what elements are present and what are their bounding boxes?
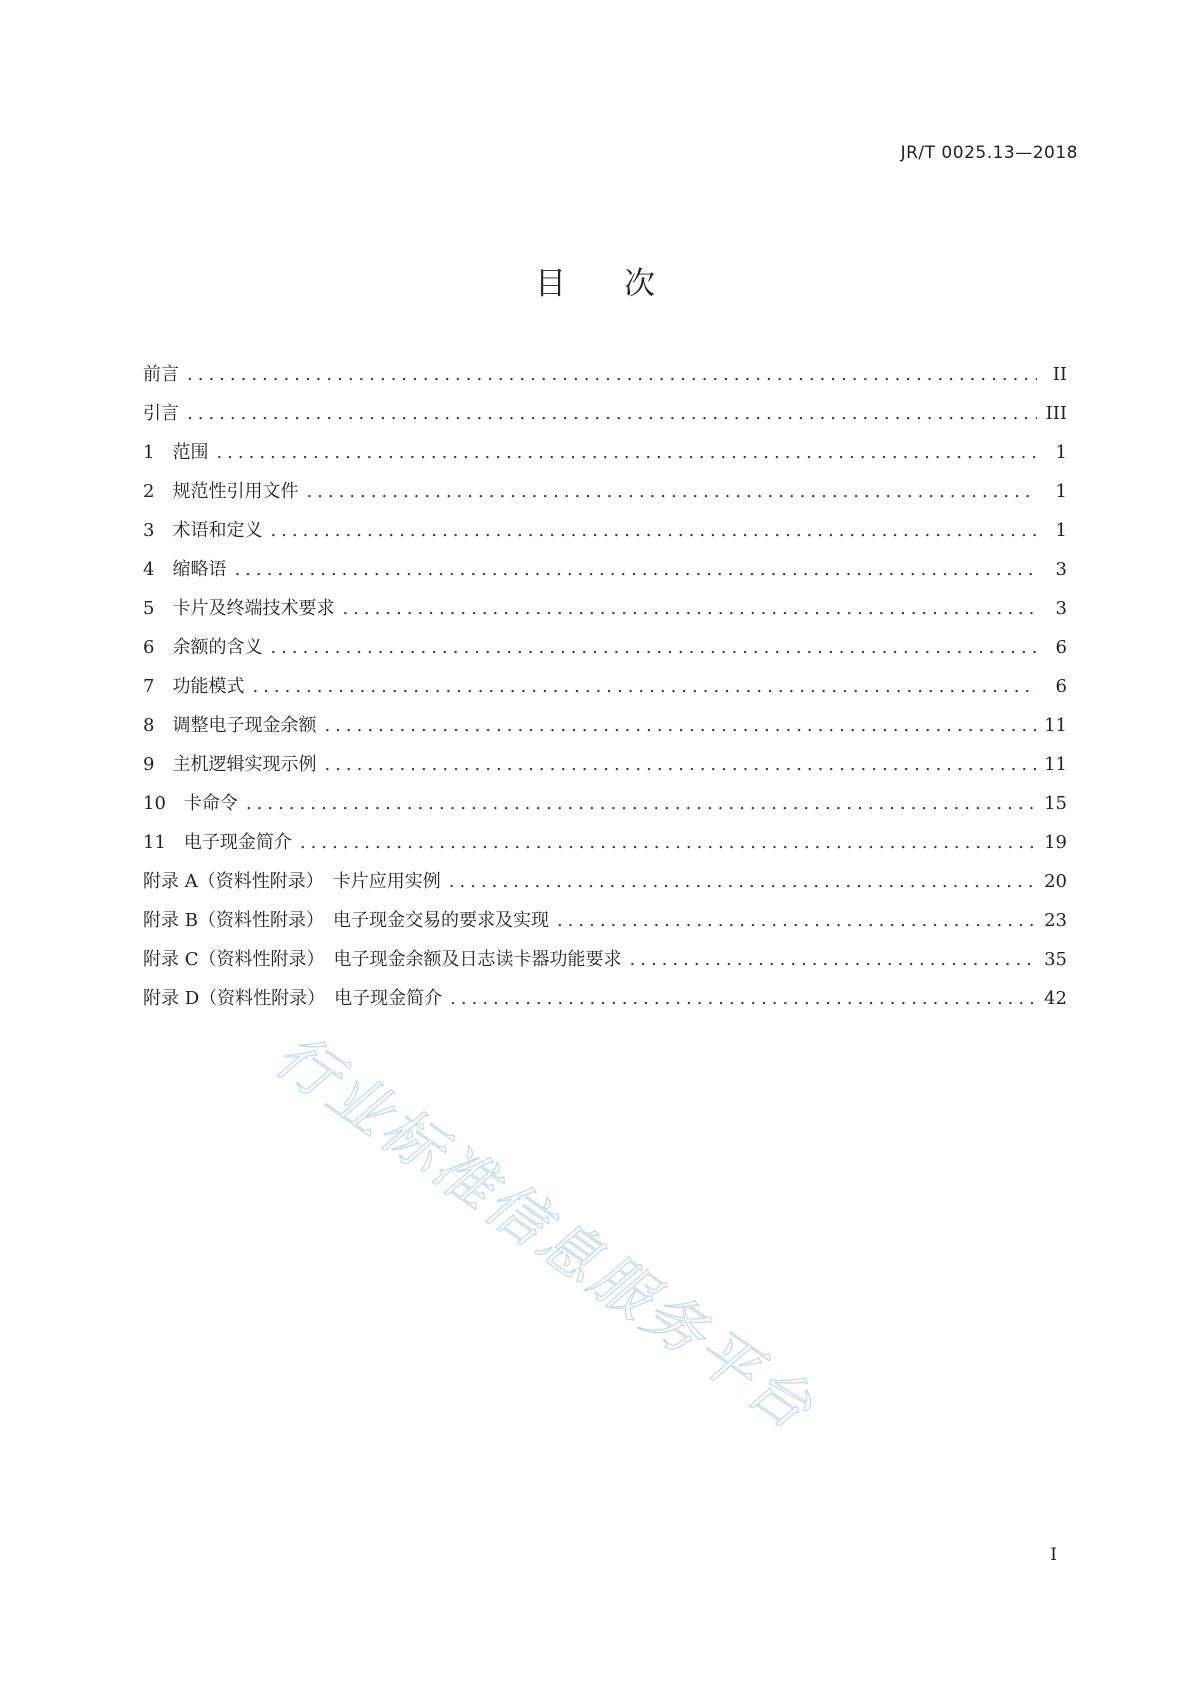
toc-entry-label: 2 规范性引用文件 xyxy=(143,481,299,502)
toc-entry-label: 附录 B（资料性附录） 电子现金交易的要求及实现 xyxy=(143,910,549,931)
toc-entry-label: 附录 A（资料性附录） 卡片应用实例 xyxy=(143,871,441,892)
watermark: 行业标准信息服务平台 xyxy=(262,1020,827,1446)
toc-entry-page: 19 xyxy=(1044,832,1067,853)
toc-entry-page: 3 xyxy=(1055,598,1067,619)
dot-leader xyxy=(324,706,1036,745)
toc-entry-normative-references[interactable] xyxy=(143,472,1067,511)
toc-entry-annex-b[interactable] xyxy=(143,901,1067,940)
toc-entry-terms-definitions[interactable] xyxy=(143,511,1067,550)
dot-leader xyxy=(270,511,1037,550)
toc-entry-label: 附录 D（资料性附录） 电子现金简介 xyxy=(143,988,443,1009)
toc-entry-label: 5 卡片及终端技术要求 xyxy=(143,598,335,619)
dot-leader xyxy=(630,940,1037,979)
toc-entry-introduction[interactable] xyxy=(143,394,1067,433)
dot-leader xyxy=(246,784,1036,823)
toc-entry-page: 11 xyxy=(1044,715,1067,736)
toc-entry-label: 4 缩略语 xyxy=(143,559,227,580)
toc-entry-page: 42 xyxy=(1044,988,1067,1009)
toc-entry-label: 附录 C（资料性附录） 电子现金余额及日志读卡器功能要求 xyxy=(143,949,622,970)
toc-entry-balance-meaning[interactable] xyxy=(143,628,1067,667)
toc-entry-page: 6 xyxy=(1055,637,1067,658)
toc-entry-page: 1 xyxy=(1055,481,1067,502)
toc-entry-label: 6 余额的含义 xyxy=(143,637,263,658)
toc-entry-abbreviations[interactable] xyxy=(143,550,1067,589)
dot-leader xyxy=(270,628,1037,667)
toc-entry-page: 6 xyxy=(1055,676,1067,697)
toc-entry-annex-a[interactable] xyxy=(143,862,1067,901)
toc-entry-label: 引言 xyxy=(143,403,179,424)
toc-entry-page: 35 xyxy=(1044,949,1067,970)
toc-entry-page: 3 xyxy=(1055,559,1067,580)
toc-entry-label: 1 范围 xyxy=(143,442,209,463)
toc-entry-function-modes[interactable] xyxy=(143,667,1067,706)
dot-leader xyxy=(557,901,1036,940)
toc-entry-label: 8 调整电子现金余额 xyxy=(143,715,317,736)
dot-leader xyxy=(342,589,1037,628)
standard-code: JR/T 0025.13—2018 xyxy=(900,143,1078,163)
toc-entry-page: 20 xyxy=(1044,871,1067,892)
page-number: I xyxy=(1050,1545,1057,1565)
table-of-contents xyxy=(143,355,1067,1018)
toc-entry-page: 1 xyxy=(1055,442,1067,463)
toc-entry-page: 11 xyxy=(1044,754,1067,775)
dot-leader xyxy=(450,979,1036,1018)
toc-entry-annex-c[interactable] xyxy=(143,940,1067,979)
toc-entry-label: 7 功能模式 xyxy=(143,676,245,697)
toc-entry-page: II xyxy=(1052,364,1067,385)
toc-entry-ecash-intro[interactable] xyxy=(143,823,1067,862)
dot-leader xyxy=(324,745,1036,784)
dot-leader xyxy=(234,550,1037,589)
toc-entry-card-terminal-requirements[interactable] xyxy=(143,589,1067,628)
toc-entry-label: 11 电子现金简介 xyxy=(143,832,292,853)
toc-entry-label: 10 卡命令 xyxy=(143,793,238,814)
toc-entry-annex-d[interactable] xyxy=(143,979,1067,1018)
toc-entry-card-commands[interactable] xyxy=(143,784,1067,823)
toc-entry-host-logic-example[interactable] xyxy=(143,745,1067,784)
toc-entry-page: III xyxy=(1045,403,1067,424)
toc-entry-page: 15 xyxy=(1044,793,1067,814)
toc-entry-label: 9 主机逻辑实现示例 xyxy=(143,754,317,775)
toc-entry-page: 1 xyxy=(1055,520,1067,541)
dot-leader xyxy=(187,394,1037,433)
dot-leader xyxy=(449,862,1036,901)
dot-leader xyxy=(252,667,1037,706)
toc-entry-label: 前言 xyxy=(143,364,179,385)
page-title: 目次 xyxy=(535,266,713,302)
toc-entry-foreword[interactable] xyxy=(143,355,1067,394)
toc-entry-page: 23 xyxy=(1044,910,1067,931)
dot-leader xyxy=(187,355,1037,394)
dot-leader xyxy=(216,433,1037,472)
dot-leader xyxy=(300,823,1036,862)
toc-entry-label: 3 术语和定义 xyxy=(143,520,263,541)
toc-entry-scope[interactable] xyxy=(143,433,1067,472)
dot-leader xyxy=(306,472,1037,511)
toc-entry-adjust-balance[interactable] xyxy=(143,706,1067,745)
